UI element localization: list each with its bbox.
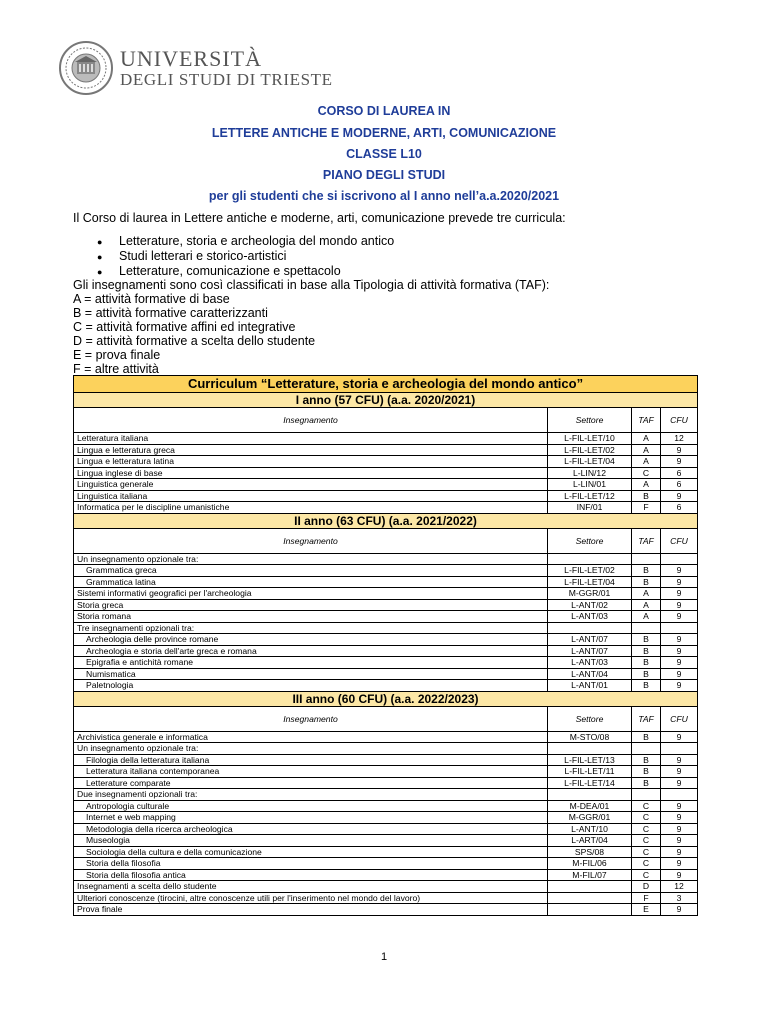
course-row	[74, 858, 698, 870]
heading-class: CLASSE L10	[346, 147, 422, 161]
course-name: Archivistica generale e informatica	[74, 731, 548, 743]
course-settore: L-ANT/01	[548, 680, 632, 692]
course-taf: A	[632, 433, 661, 445]
course-settore: L-FIL-LET/02	[548, 444, 632, 456]
course-taf: B	[632, 777, 661, 789]
course-taf: E	[632, 904, 661, 916]
course-cfu: 9	[661, 611, 698, 623]
course-row	[74, 777, 698, 789]
study-plan-table	[73, 375, 698, 916]
course-cfu: 9	[661, 490, 698, 502]
header-insegnamento: Insegnamento	[74, 408, 548, 433]
course-name: Linguistica italiana	[74, 490, 548, 502]
course-taf: B	[632, 634, 661, 646]
course-name: Storia della filosofia	[74, 858, 548, 870]
course-row	[74, 502, 698, 514]
course-cfu: 12	[661, 881, 698, 893]
course-taf: A	[632, 611, 661, 623]
heading-study-plan: PIANO DEGLI STUDI	[322, 168, 446, 182]
bullet-icon: ●	[97, 236, 103, 247]
course-taf: C	[632, 800, 661, 812]
course-taf: A	[632, 479, 661, 491]
course-taf: C	[632, 467, 661, 479]
course-row	[74, 588, 698, 600]
course-cfu: 9	[661, 599, 698, 611]
course-name: Numismatica	[74, 668, 548, 680]
course-taf: A	[632, 588, 661, 600]
course-row	[74, 731, 698, 743]
course-cfu: 9	[661, 800, 698, 812]
course-taf	[632, 789, 661, 801]
course-cfu: 9	[661, 777, 698, 789]
course-name: Linguistica generale	[74, 479, 548, 491]
course-row	[74, 668, 698, 680]
course-settore: L-FIL-LET/11	[548, 766, 632, 778]
course-name: Lingua e letteratura latina	[74, 456, 548, 468]
course-name: Ulteriori conoscenze (tirocini, altre conoscenze utili per l'inserimento nel mondo del lavoro)	[74, 892, 548, 904]
year-header-row	[74, 393, 698, 408]
course-row	[74, 743, 698, 755]
course-cfu: 9	[661, 634, 698, 646]
course-taf: A	[632, 599, 661, 611]
course-name: Insegnamenti a scelta dello studente	[74, 881, 548, 893]
course-row	[74, 812, 698, 824]
heading-course-name: LETTERE ANTICHE E MODERNE, ARTI, COMUNICAZIONE	[211, 126, 557, 140]
course-cfu: 9	[661, 668, 698, 680]
course-cfu: 9	[661, 858, 698, 870]
intro-text: Il Corso di laurea in Lettere antiche e moderne, arti, comunicazione prevede tre curricula:	[73, 211, 566, 225]
header-cfu: CFU	[661, 706, 698, 731]
year-header-row	[74, 691, 698, 706]
course-name: Sociologia della cultura e della comunicazione	[74, 846, 548, 858]
header-taf: TAF	[632, 528, 661, 553]
course-taf	[632, 743, 661, 755]
course-row	[74, 846, 698, 858]
bullet-icon: ●	[97, 251, 103, 262]
course-settore	[548, 881, 632, 893]
course-taf: B	[632, 668, 661, 680]
course-name: Antropologia culturale	[74, 800, 548, 812]
course-taf: B	[632, 766, 661, 778]
course-row	[74, 599, 698, 611]
course-cfu	[661, 622, 698, 634]
course-settore: M-FIL/07	[548, 869, 632, 881]
course-row	[74, 490, 698, 502]
course-settore	[548, 553, 632, 565]
course-row	[74, 565, 698, 577]
course-settore: L-ART/04	[548, 835, 632, 847]
course-name: Tre insegnamenti opzionali tra:	[74, 622, 548, 634]
course-taf: C	[632, 812, 661, 824]
heading-academic-year: per gli studenti che si iscrivono al I anno nell’a.a.2020/2021	[208, 189, 560, 203]
course-taf: C	[632, 835, 661, 847]
course-settore: L-FIL-LET/13	[548, 754, 632, 766]
course-name: Prova finale	[74, 904, 548, 916]
taf-intro: Gli insegnamenti sono così classificati in base alla Tipologia di attività formativa (TAF):	[73, 278, 550, 292]
course-settore: L-FIL-LET/10	[548, 433, 632, 445]
university-logo	[58, 40, 333, 100]
course-settore: L-LIN/01	[548, 479, 632, 491]
course-row	[74, 835, 698, 847]
course-settore: L-ANT/07	[548, 645, 632, 657]
course-cfu: 9	[661, 680, 698, 692]
course-name: Storia romana	[74, 611, 548, 623]
course-settore: L-FIL-LET/14	[548, 777, 632, 789]
course-settore	[548, 622, 632, 634]
course-row	[74, 904, 698, 916]
course-cfu: 9	[661, 835, 698, 847]
course-name: Letteratura italiana	[74, 433, 548, 445]
course-taf: A	[632, 444, 661, 456]
course-row	[74, 881, 698, 893]
header-insegnamento: Insegnamento	[74, 528, 548, 553]
course-settore: L-FIL-LET/12	[548, 490, 632, 502]
header-taf: TAF	[632, 408, 661, 433]
course-row	[74, 680, 698, 692]
course-settore	[548, 904, 632, 916]
course-settore: L-FIL-LET/04	[548, 456, 632, 468]
course-cfu: 9	[661, 846, 698, 858]
course-row	[74, 479, 698, 491]
taf-line: C = attività formative affini ed integrative	[73, 320, 296, 334]
course-taf: C	[632, 858, 661, 870]
course-cfu: 9	[661, 869, 698, 881]
year-title: II anno (63 CFU) (a.a. 2021/2022)	[74, 513, 698, 528]
header-settore: Settore	[548, 408, 632, 433]
course-settore: L-FIL-LET/02	[548, 565, 632, 577]
course-cfu: 9	[661, 812, 698, 824]
course-row	[74, 634, 698, 646]
course-taf: B	[632, 576, 661, 588]
course-settore: L-ANT/03	[548, 657, 632, 669]
course-name: Archeologia e storia dell'arte greca e romana	[74, 645, 548, 657]
header-cfu: CFU	[661, 528, 698, 553]
course-row	[74, 622, 698, 634]
course-settore: SPS/08	[548, 846, 632, 858]
course-taf: B	[632, 490, 661, 502]
header-settore: Settore	[548, 706, 632, 731]
course-name: Letterature comparate	[74, 777, 548, 789]
course-row	[74, 645, 698, 657]
curriculum-list-item: ● Letterature, comunicazione e spettacolo	[97, 264, 341, 278]
curriculum-title: Curriculum “Letterature, storia e archeologia del mondo antico”	[74, 376, 698, 393]
course-row	[74, 766, 698, 778]
heading-course: CORSO DI LAUREA IN	[317, 104, 451, 118]
course-settore	[548, 743, 632, 755]
logo-university-word: UNIVERSITÀ	[120, 46, 262, 71]
taf-line: B = attività formative caratterizzanti	[73, 306, 268, 320]
course-cfu: 12	[661, 433, 698, 445]
header-insegnamento: Insegnamento	[74, 706, 548, 731]
course-cfu: 9	[661, 904, 698, 916]
taf-line: E = prova finale	[73, 348, 161, 362]
course-row	[74, 611, 698, 623]
course-cfu	[661, 789, 698, 801]
course-taf: A	[632, 456, 661, 468]
course-taf: F	[632, 502, 661, 514]
course-settore: M-DEA/01	[548, 800, 632, 812]
course-name: Due insegnamenti opzionali tra:	[74, 789, 548, 801]
course-row	[74, 553, 698, 565]
course-name: Un insegnamento opzionale tra:	[74, 743, 548, 755]
course-taf: C	[632, 823, 661, 835]
course-cfu: 9	[661, 731, 698, 743]
course-cfu: 3	[661, 892, 698, 904]
course-name: Museologia	[74, 835, 548, 847]
course-name: Sistemi informativi geografici per l'archeologia	[74, 588, 548, 600]
header-settore: Settore	[548, 528, 632, 553]
course-name: Paletnologia	[74, 680, 548, 692]
course-settore: L-LIN/12	[548, 467, 632, 479]
university-seal-icon	[58, 40, 114, 96]
course-taf: C	[632, 846, 661, 858]
course-taf: B	[632, 680, 661, 692]
course-taf: B	[632, 657, 661, 669]
course-row	[74, 892, 698, 904]
course-cfu: 9	[661, 444, 698, 456]
course-settore: M-GGR/01	[548, 588, 632, 600]
course-cfu	[661, 743, 698, 755]
course-cfu: 9	[661, 657, 698, 669]
course-name: Grammatica greca	[74, 565, 548, 577]
course-row	[74, 754, 698, 766]
course-name: Archeologia delle province romane	[74, 634, 548, 646]
course-name: Filologia della letteratura italiana	[74, 754, 548, 766]
course-cfu: 6	[661, 502, 698, 514]
course-taf: B	[632, 565, 661, 577]
course-settore: L-ANT/04	[548, 668, 632, 680]
course-settore: INF/01	[548, 502, 632, 514]
course-row	[74, 869, 698, 881]
course-row	[74, 823, 698, 835]
course-cfu: 9	[661, 645, 698, 657]
course-name: Un insegnamento opzionale tra:	[74, 553, 548, 565]
course-name: Grammatica latina	[74, 576, 548, 588]
column-header-row	[74, 706, 698, 731]
course-row	[74, 444, 698, 456]
course-cfu: 9	[661, 823, 698, 835]
course-settore: L-ANT/03	[548, 611, 632, 623]
course-cfu	[661, 553, 698, 565]
course-taf: B	[632, 754, 661, 766]
year-title: I anno (57 CFU) (a.a. 2020/2021)	[74, 393, 698, 408]
course-settore: M-STO/08	[548, 731, 632, 743]
course-row	[74, 800, 698, 812]
course-row	[74, 657, 698, 669]
course-taf: F	[632, 892, 661, 904]
course-row	[74, 576, 698, 588]
course-name: Metodologia della ricerca archeologica	[74, 823, 548, 835]
column-header-row	[74, 408, 698, 433]
course-cfu: 6	[661, 479, 698, 491]
year-title: III anno (60 CFU) (a.a. 2022/2023)	[74, 691, 698, 706]
course-taf: B	[632, 731, 661, 743]
column-header-row	[74, 528, 698, 553]
course-cfu: 6	[661, 467, 698, 479]
course-name: Lingua inglese di base	[74, 467, 548, 479]
curriculum-list-item: ● Studi letterari e storico-artistici	[97, 249, 287, 263]
course-taf: C	[632, 869, 661, 881]
header-taf: TAF	[632, 706, 661, 731]
course-name: Informatica per le discipline umanistiche	[74, 502, 548, 514]
logo-university-name: DEGLI STUDI DI TRIESTE	[120, 70, 333, 89]
course-name: Internet e web mapping	[74, 812, 548, 824]
course-cfu: 9	[661, 754, 698, 766]
course-name: Epigrafia e antichità romane	[74, 657, 548, 669]
course-taf: B	[632, 645, 661, 657]
curriculum-list-item: ● Letterature, storia e archeologia del mondo antico	[97, 234, 395, 248]
course-name: Storia greca	[74, 599, 548, 611]
course-cfu: 9	[661, 576, 698, 588]
taf-line: D = attività formative a scelta dello studente	[73, 334, 316, 348]
course-settore	[548, 892, 632, 904]
course-settore: L-ANT/10	[548, 823, 632, 835]
course-settore	[548, 789, 632, 801]
course-name: Letteratura italiana contemporanea	[74, 766, 548, 778]
course-taf	[632, 622, 661, 634]
year-header-row	[74, 513, 698, 528]
course-cfu: 9	[661, 766, 698, 778]
course-cfu: 9	[661, 588, 698, 600]
page-number: 1	[380, 951, 388, 963]
course-row	[74, 789, 698, 801]
course-settore: M-GGR/01	[548, 812, 632, 824]
course-cfu: 9	[661, 565, 698, 577]
course-row	[74, 456, 698, 468]
course-settore: L-ANT/07	[548, 634, 632, 646]
curriculum-title-row	[74, 376, 698, 393]
course-cfu: 9	[661, 456, 698, 468]
course-settore: L-FIL-LET/04	[548, 576, 632, 588]
course-settore: M-FIL/06	[548, 858, 632, 870]
course-name: Storia della filosofia antica	[74, 869, 548, 881]
course-name: Lingua e letteratura greca	[74, 444, 548, 456]
course-row	[74, 467, 698, 479]
course-taf: D	[632, 881, 661, 893]
course-row	[74, 433, 698, 445]
taf-line: F = altre attività	[73, 362, 159, 376]
course-settore: L-ANT/02	[548, 599, 632, 611]
taf-line: A = attività formative di base	[73, 292, 230, 306]
bullet-icon: ●	[97, 266, 103, 277]
course-taf	[632, 553, 661, 565]
header-cfu: CFU	[661, 408, 698, 433]
